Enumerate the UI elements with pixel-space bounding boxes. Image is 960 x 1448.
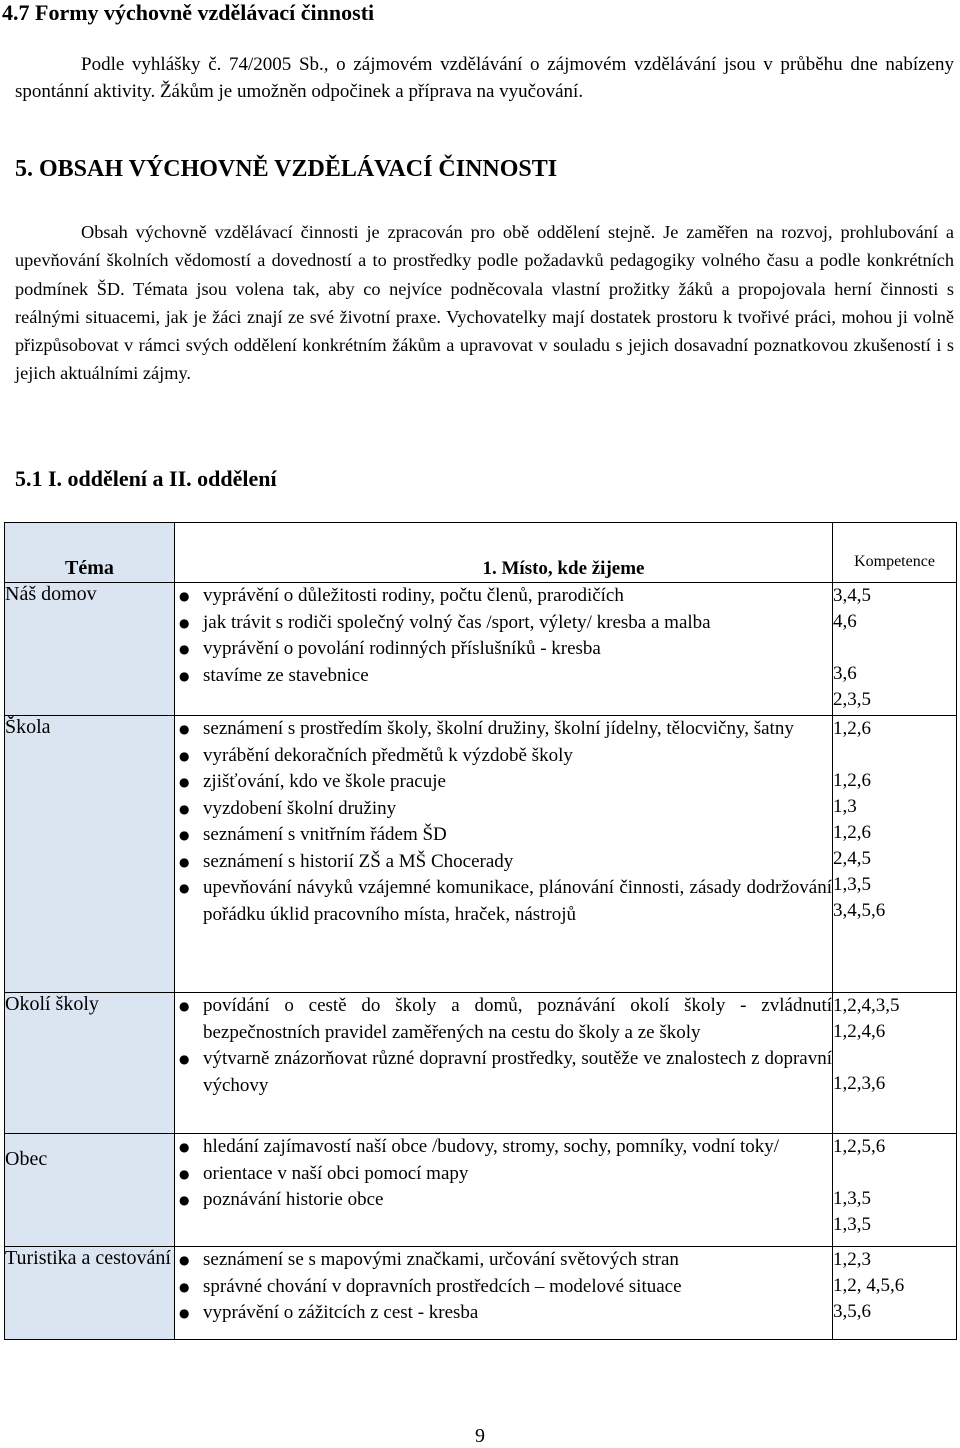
competence-value: 1,3,5	[833, 1214, 871, 1235]
list-item	[179, 716, 832, 743]
competence-value: 1,2,4,6	[833, 1021, 886, 1042]
list-item-text: vyzdobení školní družiny	[203, 797, 397, 819]
list-item-text: stavíme ze stavebnice	[203, 664, 369, 686]
competence-value: 1,2,6	[833, 770, 871, 791]
competence-value: 1,3,5	[833, 874, 871, 895]
list-item-text: povídání o cestě do školy a domů, poznávání okolí školy - zvládnutí bezpečnostních pravidel zaměřených na cestu do školy a ze školy	[203, 995, 832, 1043]
activity-list	[175, 1247, 832, 1327]
bullet-icon: ●	[179, 1052, 190, 1066]
competence-value: 3,6	[833, 663, 857, 684]
list-item	[179, 1247, 832, 1274]
table-row	[5, 1247, 957, 1340]
row-theme: Turistika a cestování	[5, 1247, 175, 1340]
list-item-text: seznámení se s mapovými značkami, určování světových stran	[203, 1249, 679, 1270]
bullet-icon: ●	[179, 1253, 190, 1267]
competence-value	[833, 635, 956, 661]
list-item-text: hledání zajímavostí naší obce /budovy, stromy, sochy, pomníky, vodní toky/	[203, 1136, 780, 1157]
row-content	[175, 716, 833, 993]
header-competence: Kompetence	[833, 548, 957, 583]
activity-list	[175, 716, 832, 928]
list-item	[179, 663, 832, 690]
bullet-icon: ●	[179, 999, 190, 1013]
competence-value: 1,3,5	[833, 1188, 871, 1209]
bullet-icon: ●	[179, 854, 190, 869]
list-item-text: vyrábění dekoračních předmětů k výzdobě školy	[203, 744, 573, 766]
list-item-text: vyprávění o povolání rodinných příslušníků - kresba	[203, 638, 601, 659]
header-theme-spacer	[5, 523, 175, 549]
bullet-icon: ●	[179, 775, 190, 789]
bullet-icon: ●	[179, 828, 190, 842]
header-theme: Téma	[5, 548, 175, 583]
competence-value: 3,4,5	[833, 585, 871, 606]
activity-plan-table	[4, 522, 957, 1340]
list-item	[179, 769, 832, 796]
row-content	[175, 583, 833, 716]
row-competences	[833, 993, 957, 1134]
list-item	[179, 743, 832, 770]
section-5-1-title: 5.1 I. oddělení a II. oddělení	[15, 466, 277, 491]
competence-value: 1,2,4,3,5	[833, 995, 900, 1016]
table-row	[5, 583, 957, 716]
activity-list	[175, 583, 832, 689]
competence-value: 1,2,3	[833, 1249, 871, 1270]
table-row	[5, 993, 957, 1134]
list-item-text: vyprávění o zážitcích z cest - kresba	[203, 1302, 479, 1323]
row-competences	[833, 716, 957, 993]
bullet-icon: ●	[179, 1306, 190, 1320]
row-theme: Okolí školy	[5, 993, 175, 1134]
competence-value	[833, 742, 956, 768]
list-item	[179, 1300, 832, 1327]
list-item-text: výtvarně znázorňovat různé dopravní prostředky, soutěže ve znalostech z dopravní výchovy	[203, 1048, 832, 1096]
page-number: 9	[475, 1425, 485, 1447]
row-theme: Obec	[5, 1134, 175, 1247]
competence-value: 3,4,5,6	[833, 900, 886, 921]
list-item-text: orientace v naší obci pomocí mapy	[203, 1162, 469, 1184]
list-item	[179, 849, 832, 876]
table-row	[5, 716, 957, 993]
bullet-icon: ●	[179, 1193, 190, 1207]
list-item	[179, 1161, 832, 1188]
row-competences	[833, 1247, 957, 1340]
section-5-title: 5. OBSAH VÝCHOVNĚ VZDĚLÁVACÍ ČINNOSTI	[15, 156, 558, 182]
list-item	[179, 822, 832, 849]
competence-value: 1,3	[833, 796, 857, 817]
bullet-icon: ●	[179, 748, 190, 763]
competence-value: 4,6	[833, 611, 857, 632]
row-content	[175, 1247, 833, 1340]
header-content: 1. Místo, kde žijeme	[175, 548, 833, 583]
list-item	[179, 1187, 832, 1214]
table-header-row	[5, 548, 957, 583]
bullet-icon: ●	[179, 1279, 190, 1294]
section-4-7-title: 4.7 Formy výchovně vzdělávací činnosti	[2, 0, 375, 25]
list-item-text: správné chování v dopravních prostředcích – modelové situace	[203, 1275, 682, 1297]
row-competences	[833, 1134, 957, 1247]
section-4-7-paragraph: Podle vyhlášky č. 74/2005 Sb., o zájmovém vzdělávání o zájmovém vzdělávání jsou v průběhu dne nabízeny spontánní aktivity. Žákům je umožněn odpočinek a příprava na vyučování.	[15, 54, 954, 102]
list-item	[179, 875, 832, 928]
section-5-paragraph: Obsah výchovně vzdělávací činnosti je zpracován pro obě oddělení stejně. Je zaměřen na rozvoj, prohlubování a upevňování školních vědomostí a dovedností a to prostředky podle požadavků pedagogiky volného času a podle konkrétních podmínek ŠD. Témata jsou volena tak, aby co nejvíce podněcovala vlastní prožitky žáků a propojovala herní činnosti s reálnými situacemi, jak je žáci znají ze své životní praxe. Vychovatelky mají dostatek prostoru k tvořivé práci, mohou ji volně přizpůsobovat v rámci svých oddělení konkrétním žákům a upravovat v souladu s jejich dosavadní poznatkovou zkušeností i s jejich aktuálními zájmy.	[15, 222, 954, 384]
bullet-icon: ●	[179, 642, 190, 656]
row-content	[175, 1134, 833, 1247]
list-item-text: jak trávit s rodiči společný volný čas /sport, výlety/ kresba a malba	[203, 611, 711, 633]
activity-list	[175, 1134, 832, 1214]
competence-value: 1,2,6	[833, 822, 871, 843]
competence-value: 3,5,6	[833, 1301, 871, 1322]
competence-value: 2,3,5	[833, 689, 871, 710]
list-item	[179, 610, 832, 637]
list-item-text: zjišťování, kdo ve škole pracuje	[203, 771, 446, 792]
activity-list	[175, 993, 832, 1099]
row-theme: Škola	[5, 716, 175, 993]
competence-value: 2,4,5	[833, 848, 871, 869]
bullet-icon: ●	[179, 1166, 190, 1181]
bullet-icon: ●	[179, 668, 190, 683]
row-content	[175, 993, 833, 1134]
list-item-text: seznámení s vnitřním řádem ŠD	[203, 824, 447, 845]
list-item	[179, 636, 832, 663]
list-item	[179, 1274, 832, 1301]
list-item	[179, 1134, 832, 1161]
list-item-text: upevňování návyků vzájemné komunikace, plánování činnosti, zásady dodržování pořádku úklid pracovního místa, hraček, nástrojů	[203, 877, 832, 925]
list-item-text: seznámení s historií ZŠ a MŠ Chocerady	[203, 850, 514, 872]
bullet-icon: ●	[179, 589, 190, 603]
bullet-icon: ●	[179, 722, 190, 736]
competence-value: 1,2,5,6	[833, 1136, 886, 1157]
row-competences	[833, 583, 957, 716]
list-item	[179, 796, 832, 823]
competence-value	[833, 1045, 956, 1071]
list-item	[179, 993, 832, 1046]
competence-value: 1,2,3,6	[833, 1073, 886, 1094]
list-item-text: vyprávění o důležitosti rodiny, počtu členů, prarodičích	[203, 585, 624, 606]
competence-value	[833, 1160, 956, 1186]
table-row	[5, 1134, 957, 1247]
bullet-icon: ●	[179, 881, 190, 895]
list-item	[179, 583, 832, 610]
competence-value: 1,2,6	[833, 718, 871, 739]
list-item-text: poznávání historie obce	[203, 1189, 384, 1210]
list-item	[179, 1046, 832, 1099]
bullet-icon: ●	[179, 1140, 190, 1154]
list-item-text: seznámení s prostředím školy, školní družiny, školní jídelny, tělocvičny, šatny	[203, 718, 794, 739]
row-theme: Náš domov	[5, 583, 175, 716]
bullet-icon: ●	[179, 615, 190, 630]
bullet-icon: ●	[179, 801, 190, 816]
competence-value: 1,2, 4,5,6	[833, 1275, 905, 1296]
